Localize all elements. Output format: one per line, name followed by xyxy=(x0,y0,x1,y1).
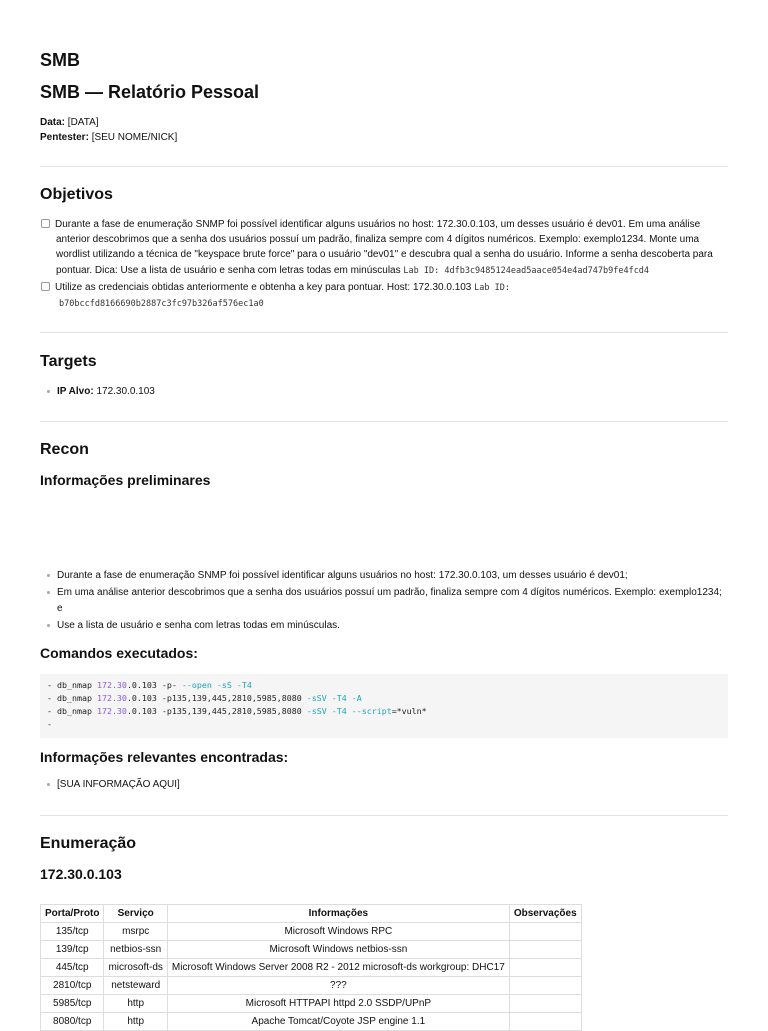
meta-date-label: Data: xyxy=(40,117,66,128)
table-cell: Microsoft HTTPAPI httpd 2.0 SSDP/UPnP xyxy=(167,995,509,1013)
divider xyxy=(40,421,728,422)
table-cell xyxy=(509,1013,581,1031)
lab-id-label-code: Lab ID: xyxy=(474,283,510,293)
prelim-heading: Informações preliminares xyxy=(40,472,211,488)
table-row xyxy=(41,941,582,959)
table-cell: microsoft-ds xyxy=(104,959,167,977)
column-header: Informações xyxy=(167,905,509,923)
table-row xyxy=(41,977,582,995)
table-cell: msrpc xyxy=(104,923,167,941)
checkbox[interactable] xyxy=(41,219,50,228)
list-item: Em uma análise anterior descobrimos que a senha dos usuários possuí um padrão, finaliza sempre com 4 dígitos numéricos. Exemplo: exemplo1234; e xyxy=(40,585,728,616)
table-cell: Microsoft Windows Server 2008 R2 - 2012 microsoft-ds workgroup: DHC17 xyxy=(167,959,509,977)
objective-1-line-3: wordlist utilizando a técnica de "keyspace brute force" para o usuário "dev01" e descubra qual a senha do usuário. Informe a senha descoberta para xyxy=(56,249,713,261)
section-enumeracao-heading: Enumeração xyxy=(40,835,137,852)
relevant-list xyxy=(40,777,728,794)
page-title: SMB xyxy=(40,50,80,70)
commands-heading: Comandos executados: xyxy=(40,645,198,661)
code-line: - db_nmap 172.30.0.103 -p- --open -sS -T4 xyxy=(47,680,252,690)
table-row xyxy=(41,995,582,1013)
table-cell: 445/tcp xyxy=(41,959,104,977)
objective-2-line-1 xyxy=(55,280,730,296)
divider xyxy=(40,166,728,167)
table-cell: Apache Tomcat/Coyote JSP engine 1.1 xyxy=(167,1013,509,1031)
table-cell: http xyxy=(104,995,167,1013)
table-cell: ??? xyxy=(167,977,509,995)
table-header-row xyxy=(41,905,582,923)
table-cell xyxy=(509,977,581,995)
objective-1-line-1: Durante a fase de enumeração SNMP foi possível identificar alguns usuários no host: 172.30.0.103, um desses usuário é dev01. Em uma análise xyxy=(55,219,701,230)
divider xyxy=(40,332,728,333)
ip-label: IP Alvo: xyxy=(57,386,94,397)
meta-pentester-value: [SEU NOME/NICK] xyxy=(91,132,178,143)
objective-1-line-2: anterior descobrimos que a senha dos usuários possuí um padrão, finaliza sempre com 4 dígitos numéricos. Exemplo: exemplo1234. Monte uma xyxy=(56,234,700,246)
table-row xyxy=(41,959,582,977)
table-cell: netsteward xyxy=(104,977,167,995)
list-item: Durante a fase de enumeração SNMP foi possível identificar alguns usuários no host: 172.30.0.103, um desses usuário é dev01; xyxy=(40,568,728,583)
lab-id-code: Lab ID: 4dfb3c9485124ead5aace054e4ad747b9fe4fcd4 xyxy=(403,265,650,276)
column-header: Porta/Proto xyxy=(41,905,104,923)
enumeration-table xyxy=(40,904,582,1031)
ip-value: 172.30.0.103 xyxy=(96,386,155,397)
meta-pentester-label: Pentester: xyxy=(40,132,89,143)
relevant-heading: Informações relevantes encontradas: xyxy=(40,749,289,765)
host-heading: 172.30.0.103 xyxy=(40,866,122,882)
list-item: [SUA INFORMAÇÃO AQUI] xyxy=(40,777,728,792)
lab-id-code: b70bccfd8166690b2887c3fc97b326af576ec1a0 xyxy=(59,299,264,310)
commands-code-block xyxy=(40,674,728,738)
column-header: Observações xyxy=(509,905,581,923)
table-row xyxy=(41,1013,582,1031)
objective-2-text: Utilize as credenciais obtidas anteriormente e obtenha a key para pontuar. Host: 172.30.0.103 xyxy=(55,282,472,293)
list-item: Use a lista de usuário e senha com letras todas em minúsculas. xyxy=(40,618,728,633)
table-cell: 8080/tcp xyxy=(41,1013,104,1031)
meta-date-value: [DATA] xyxy=(67,117,99,128)
list-item xyxy=(40,384,728,399)
table-cell xyxy=(509,995,581,1013)
report-title: SMB — Relatório Pessoal xyxy=(40,82,260,102)
section-recon-heading: Recon xyxy=(40,441,89,458)
table-cell: 135/tcp xyxy=(41,923,104,941)
code-line: - db_nmap 172.30.0.103 -p135,139,445,2810,5985,8080 -sSV -T4 --script=*vuln* xyxy=(47,706,427,716)
section-targets-heading: Targets xyxy=(40,353,97,370)
table-cell: http xyxy=(104,1013,167,1031)
table-row xyxy=(41,923,582,941)
table-cell: 2810/tcp xyxy=(41,977,104,995)
table-cell: Microsoft Windows RPC xyxy=(167,923,509,941)
objective-1-line-4 xyxy=(55,263,730,279)
meta-date xyxy=(40,115,99,130)
table-cell: Microsoft Windows netbios-ssn xyxy=(167,941,509,959)
code-line: - db_nmap 172.30.0.103 -p135,139,445,2810,5985,8080 -sSV -T4 -A xyxy=(47,693,362,703)
column-header: Serviço xyxy=(104,905,167,923)
objective-1-line-4-text: pontuar. Dica: Use a lista de usuário e senha com letras todas em minúsculas xyxy=(56,264,401,276)
table-cell: 5985/tcp xyxy=(41,995,104,1013)
objective-item-2 xyxy=(40,280,730,312)
targets-list xyxy=(40,384,728,401)
table-cell: netbios-ssn xyxy=(104,941,167,959)
section-objetivos-heading: Objetivos xyxy=(40,186,113,203)
table-cell xyxy=(509,959,581,977)
divider xyxy=(40,815,728,816)
table-cell: 139/tcp xyxy=(41,941,104,959)
table-cell xyxy=(509,941,581,959)
table-cell xyxy=(509,923,581,941)
checkbox[interactable] xyxy=(41,282,50,291)
code-line: - xyxy=(47,719,52,729)
prelim-list xyxy=(40,568,728,635)
meta-pentester xyxy=(40,130,177,145)
objective-item-1 xyxy=(40,217,730,279)
